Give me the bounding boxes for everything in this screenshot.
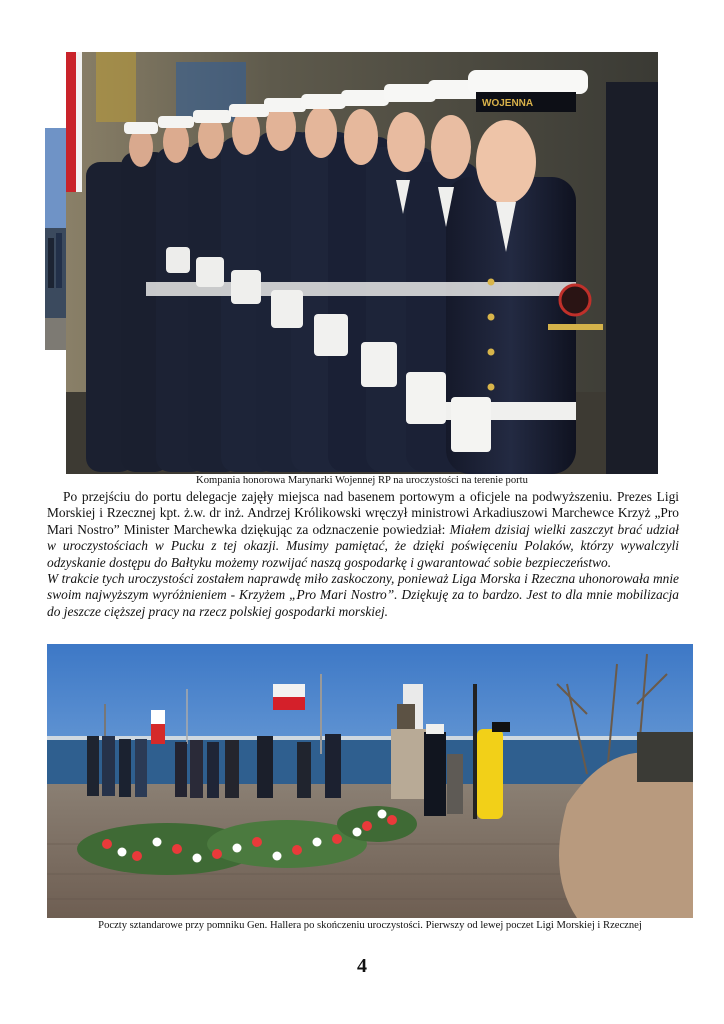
page-number: 4 (357, 955, 367, 977)
honor-guard-photo (66, 52, 658, 474)
ceremony-photo (47, 644, 693, 918)
paragraph-1: Po przejściu do portu delegacje zajęły miejsca nad basenem portowym a oficjele na podwyższeniu. Prezes Ligi Morskiej i Rzecznej kpt. ż.w. dr inż. Andrzej Królikowski wręczył ministrowi Arkadiuszowi Marchewce Krzyż „Pro Mari Nostro” Minister Marchewka dziękując za odznaczenie powiedział: Miałem dzisiaj wielki zaszczyt brać udział w uroczystościach w Pucku z tej okazji. Musimy pamiętać, że dzięki poświęceniu Polaków, którzy wywalczyli odzyskanie dostępu do Bałtyku możemy rozwijać naszą gospodarkę i gwarantować sobie bezpieczeństwo. (47, 489, 679, 570)
left-photo-sliver (45, 128, 66, 350)
bottom-photo-caption: Poczty sztandarowe przy pomniku Gen. Hallera po skończeniu uroczystości. Pierwszy od lewej poczet Ligi Morskiej i Rzecznej (98, 920, 642, 931)
article-body (47, 489, 679, 620)
top-photo-caption: Kompania honorowa Marynarki Wojennej RP na uroczystości na terenie portu (196, 475, 528, 486)
svg-text:WOJENNA: WOJENNA (482, 98, 534, 109)
paragraph-2: W trakcie tych uroczystości zostałem naprawdę miło zaskoczony, ponieważ Liga Morska i Rzeczna uhonorowała mnie swoim najwyższym wyróżnieniem - Krzyżem „Pro Mari Nostro”. Dziękuję za to bardzo. Jest to dla mnie mobilizacja do jeszcze cięższej pracy na rzecz polskiej gospodarki morskiej. (47, 571, 679, 619)
quote-1: Miałem dzisiaj wielki zaszczyt brać udział w uroczystościach w Pucku z tej okazji. Musimy pamiętać, że dzięki poświęceniu Polaków, którzy wywalczyli odzyskanie dostępu do Bałtyku możemy rozwijać naszą gospodarkę i gwarantować sobie bezpieczeństwo. (47, 521, 679, 570)
